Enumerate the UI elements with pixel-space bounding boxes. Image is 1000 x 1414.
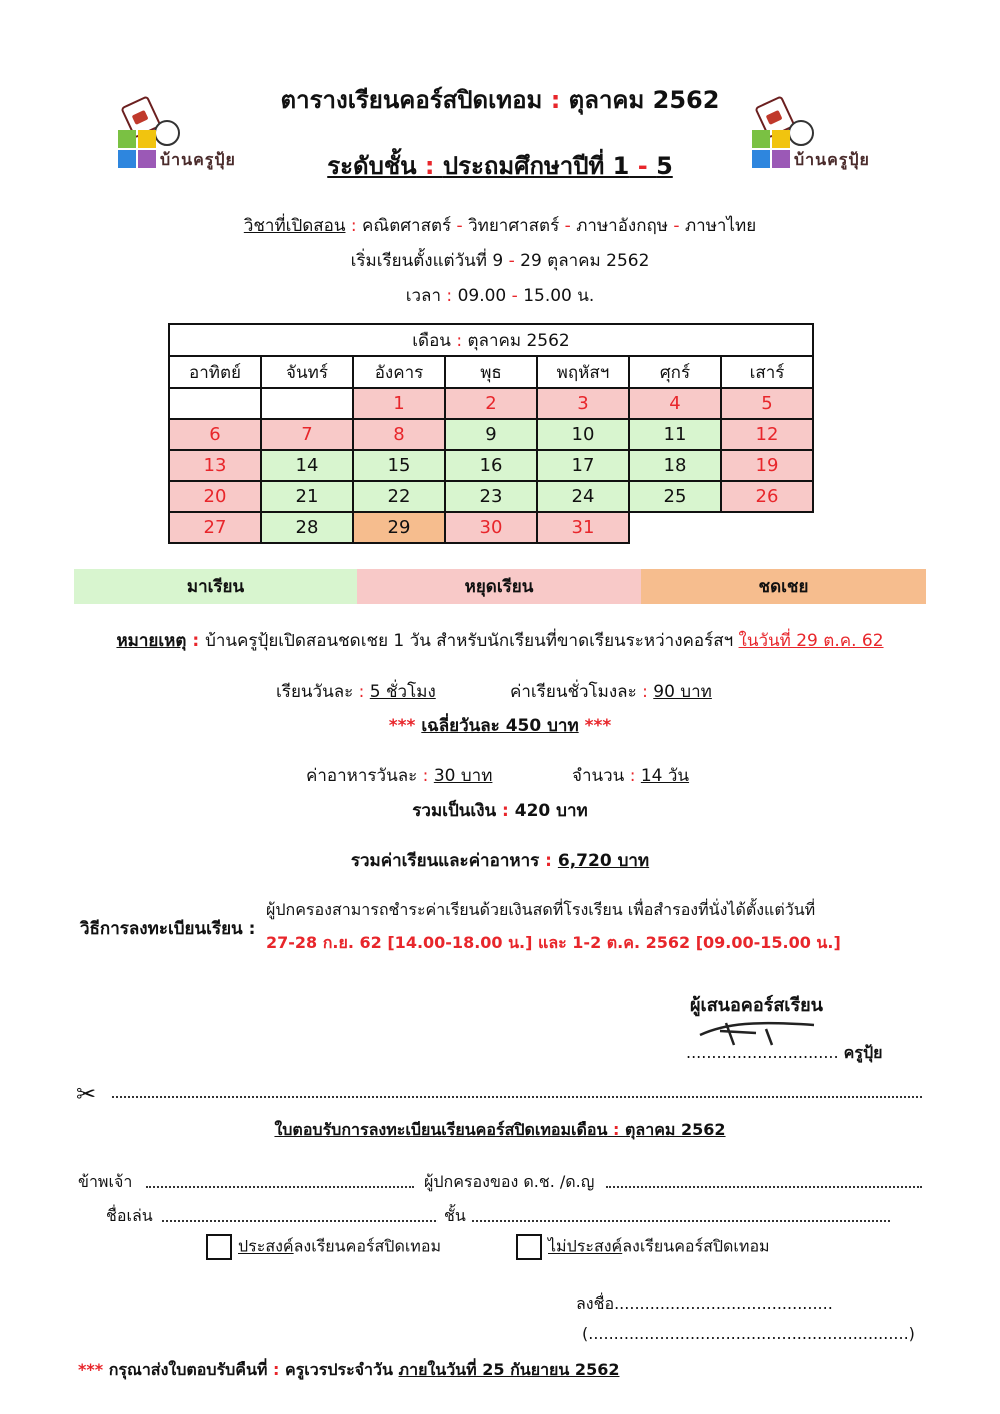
footer-note: *** กรุณาส่งใบตอบรับคืนที่ : ครูเวรประจำวัน ภายในวันที่ 25 กันยายน 2562 <box>78 1360 620 1379</box>
calendar-empty-cell <box>261 388 353 419</box>
calendar-empty-cell <box>721 512 813 543</box>
calendar-day-27: 27 <box>169 512 261 543</box>
calendar-day-24: 24 <box>537 481 629 512</box>
calendar-table <box>168 323 814 544</box>
days-line: จำนวน : 14 วัน <box>572 766 690 786</box>
calendar-day-22: 22 <box>353 481 445 512</box>
weekday-header: เสาร์ <box>721 356 813 388</box>
logo-text: บ้านครูปุ้ย <box>794 150 870 169</box>
level-heading: ระดับชั้น : ประถมศึกษาปีที่ 1 - 5 <box>327 152 673 180</box>
register-label: วิธีการลงทะเบียนเรียน : <box>80 919 256 939</box>
signature-line: .............................. ครูปุ้ย <box>686 1043 883 1062</box>
calendar-day-29: 29 <box>353 512 445 543</box>
weekday-header: ศุกร์ <box>629 356 721 388</box>
calendar-day-6: 6 <box>169 419 261 450</box>
calendar-week-row <box>169 419 813 450</box>
calendar-day-5: 5 <box>721 388 813 419</box>
subjects-line: วิชาที่เปิดสอน : คณิตศาสตร์ - วิทยาศาสตร์ - ภาษาอังกฤษ - ภาษาไทย <box>243 216 757 236</box>
weekday-header: จันทร์ <box>261 356 353 388</box>
calendar-day-9: 9 <box>445 419 537 450</box>
weekday-header: อังคาร <box>353 356 445 388</box>
form-nick-label: ชื่อเล่น <box>106 1206 153 1225</box>
form-i-label: ข้าพเจ้า <box>78 1172 133 1191</box>
calendar-day-25: 25 <box>629 481 721 512</box>
weekday-header: พุธ <box>445 356 537 388</box>
calendar-week-row <box>169 512 813 543</box>
calendar-day-20: 20 <box>169 481 261 512</box>
form-grade-label: ชั้น <box>444 1206 466 1225</box>
calendar-day-21: 21 <box>261 481 353 512</box>
rate-line: ค่าเรียนชั่วโมงละ : 90 บาท <box>510 682 712 702</box>
weekday-header: อาทิตย์ <box>169 356 261 388</box>
form-title: ใบตอบรับการลงทะเบียนเรียนคอร์สปิดเทอมเดือน : ตุลาคม 2562 <box>274 1120 726 1139</box>
calendar-empty-cell <box>629 512 721 543</box>
legend-makeup: ชดเชย <box>641 569 926 604</box>
logo-text: บ้านครูปุ้ย <box>160 150 236 169</box>
start-date-line: เริ่มเรียนตั้งแต่วันที่ 9 - 29 ตุลาคม 2562 <box>350 251 650 271</box>
sign-line[interactable]: ลงชื่อ........................................... <box>576 1294 833 1313</box>
scissors-icon: ✂ <box>76 1080 97 1108</box>
calendar-day-28: 28 <box>261 512 353 543</box>
calendar-day-7: 7 <box>261 419 353 450</box>
legend-holiday: หยุดเรียน <box>357 569 641 604</box>
legend-study: มาเรียน <box>74 569 357 604</box>
calendar-day-30: 30 <box>445 512 537 543</box>
form-parent-label: ผู้ปกครองของ ด.ช. /ด.ญ <box>424 1172 595 1191</box>
calendar-day-11: 11 <box>629 419 721 450</box>
grade-field[interactable] <box>472 1220 890 1222</box>
calendar-day-8: 8 <box>353 419 445 450</box>
checkbox-no[interactable] <box>516 1234 542 1260</box>
nickname-field[interactable] <box>162 1220 436 1222</box>
calendar-day-1: 1 <box>353 388 445 419</box>
calendar-month-header: เดือน : ตุลาคม 2562 <box>169 324 813 356</box>
child-name-field[interactable] <box>606 1186 922 1188</box>
hours-line: เรียนวันละ : 5 ชั่วโมง <box>276 682 436 702</box>
food-line: ค่าอาหารวันละ : 30 บาท <box>306 766 493 786</box>
checkbox-yes[interactable] <box>206 1234 232 1260</box>
calendar-day-2: 2 <box>445 388 537 419</box>
weekday-header: พฤหัสฯ <box>537 356 629 388</box>
calendar-empty-cell <box>169 388 261 419</box>
calendar-day-31: 31 <box>537 512 629 543</box>
option-no[interactable]: ไม่ประสงค์ลงเรียนคอร์สปิดเทอม <box>516 1234 770 1260</box>
calendar-day-4: 4 <box>629 388 721 419</box>
calendar-day-26: 26 <box>721 481 813 512</box>
page-title: ตารางเรียนคอร์สปิดเทอม : ตุลาคม 2562 <box>280 86 720 114</box>
calendar-day-14: 14 <box>261 450 353 481</box>
calendar-day-16: 16 <box>445 450 537 481</box>
register-line-2: 27-28 ก.ย. 62 [14.00-18.00 น.] และ 1-2 ต.ค. 2562 [09.00-15.00 น.] <box>266 933 841 952</box>
calendar-day-18: 18 <box>629 450 721 481</box>
calendar-day-13: 13 <box>169 450 261 481</box>
food-total-line: รวมเป็นเงิน : 420 บาท <box>412 801 588 821</box>
calendar-day-10: 10 <box>537 419 629 450</box>
calendar-day-23: 23 <box>445 481 537 512</box>
calendar-week-row <box>169 388 813 419</box>
calendar-day-3: 3 <box>537 388 629 419</box>
average-line: *** เฉลี่ยวันละ 450 บาท *** <box>388 716 612 736</box>
calendar-day-15: 15 <box>353 450 445 481</box>
option-yes[interactable]: ประสงค์ลงเรียนคอร์สปิดเทอม <box>206 1234 441 1260</box>
note-line: หมายเหตุ : บ้านครูปุ้ยเปิดสอนชดเชย 1 วัน สำหรับนักเรียนที่ขาดเรียนระหว่างคอร์สฯ ในวันที่ 29 ต.ค. 62 <box>116 631 884 651</box>
calendar-day-17: 17 <box>537 450 629 481</box>
time-line: เวลา : 09.00 - 15.00 น. <box>405 286 595 306</box>
proposer-title: ผู้เสนอคอร์สเรียน <box>690 995 823 1016</box>
calendar-week-row <box>169 481 813 512</box>
name-field[interactable] <box>146 1186 414 1188</box>
register-line-1: ผู้ปกครองสามารถชำระค่าเรียนด้วยเงินสดที่โรงเรียน เพื่อสำรองที่นั่งได้ตั้งแต่วันที่ <box>266 900 816 919</box>
calendar-day-12: 12 <box>721 419 813 450</box>
calendar-week-row <box>169 450 813 481</box>
calendar-day-19: 19 <box>721 450 813 481</box>
calendar-legend <box>74 569 926 604</box>
grand-total-line: รวมค่าเรียนและค่าอาหาร : 6,720 บาท <box>350 851 650 871</box>
sign-name-line[interactable]: (...............................................................) <box>582 1324 915 1343</box>
cut-line <box>112 1096 922 1098</box>
